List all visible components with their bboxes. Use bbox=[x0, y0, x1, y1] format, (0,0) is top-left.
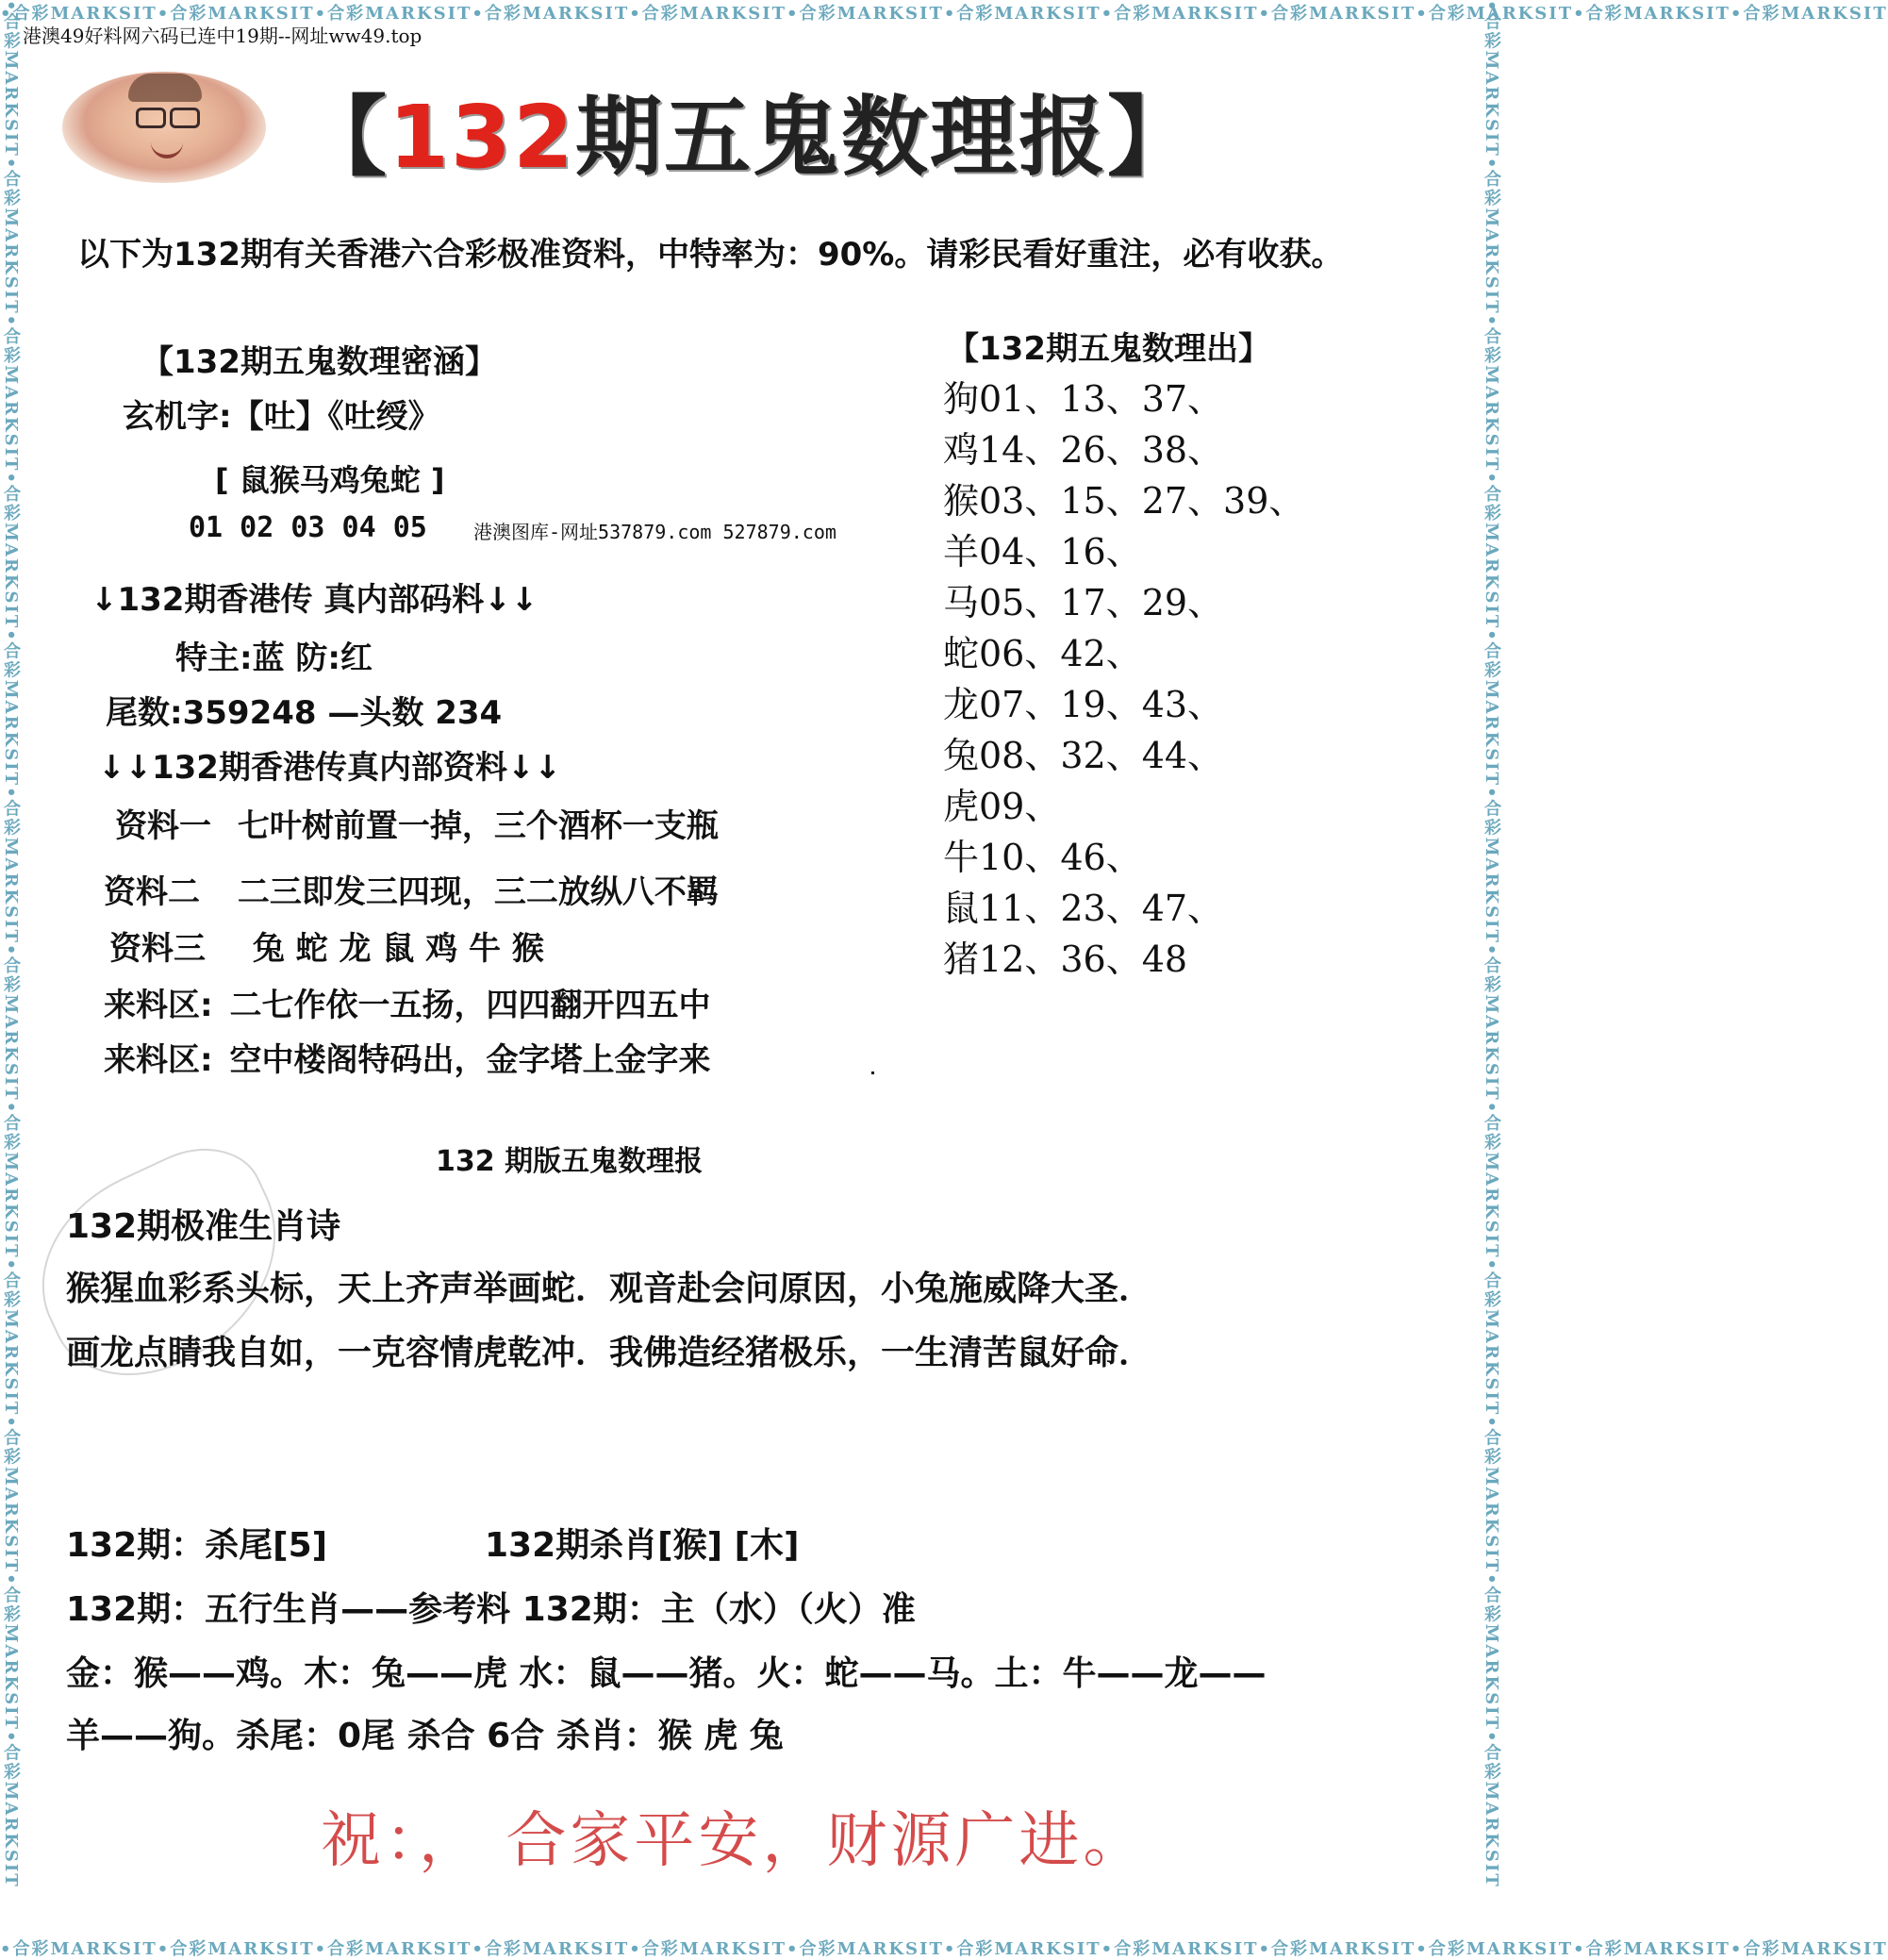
material-label: 资料三 bbox=[109, 930, 206, 968]
kill-zodiac: 132期杀肖[猴] [木] bbox=[485, 1526, 800, 1565]
zodiac-row: 牛10、46、 bbox=[943, 837, 1142, 878]
intro-text: 以下为132期有关香港六合彩极准资料，中特率为：90%。请彩民看好重注，必有收获。 bbox=[77, 236, 1344, 274]
zodiac-row: 狗01、13、37、 bbox=[943, 378, 1224, 420]
tails-heads: 尾数:359248 —头数 234 bbox=[106, 694, 503, 732]
animals-bracket: [ 鼠猴马鸡兔蛇 ] bbox=[215, 462, 445, 498]
watermark-top: •合彩MARKSIT•合彩MARKSIT•合彩MARKSIT•合彩MARKSIT•合彩MARKSIT•合彩MARKSIT•合彩MARKSIT•合彩MARKSIT•合彩MARKSIT•合彩MARKSIT•合彩MARKSIT•合彩MARKSIT bbox=[0, 4, 1888, 24]
zodiac-row: 猪12、36、48 bbox=[943, 938, 1188, 980]
smile-shape bbox=[151, 141, 183, 158]
kill-tail: 132期：杀尾[5] bbox=[66, 1526, 328, 1565]
zodiac-row: 猴03、15、27、39、 bbox=[943, 480, 1305, 522]
hk-internal-code-title: ↓132期香港传 真内部码料↓↓ bbox=[91, 581, 538, 619]
secret-title: 【132期五鬼数理密涵】 bbox=[141, 343, 497, 381]
watermark-right: •合彩MARKSIT•合彩MARKSIT•合彩MARKSIT•合彩MARKSIT•合彩MARKSIT•合彩MARKSIT•合彩MARKSIT•合彩MARKSIT•合彩MARKSIT•合彩MARKSIT•合彩MARKSIT•合彩MARKSIT bbox=[1482, 0, 1501, 1888]
elements-mapping-line: 金：猴——鸡。木：兔——虎 水：鼠——猪。火：蛇——马。土：牛——龙—— bbox=[66, 1654, 1267, 1693]
five-elements-line: 132期：五行生肖——参考料 132期：主（水）（火）准 bbox=[66, 1590, 916, 1629]
glasses-right bbox=[170, 108, 200, 128]
material-label: 资料一 bbox=[115, 807, 211, 845]
site-link[interactable]: 港澳49好料网六码已连中19期--网址ww49.top bbox=[23, 25, 422, 47]
hk-internal-info-title: ↓↓132期香港传真内部资料↓↓ bbox=[98, 749, 561, 787]
zodiac-row: 鸡14、26、38、 bbox=[943, 429, 1224, 471]
material-5 bbox=[104, 1034, 710, 1080]
title-open-bracket: 【 bbox=[300, 87, 389, 188]
section-subtitle: 132 期版五鬼数理报 bbox=[436, 1145, 704, 1178]
watermark-left: •合彩MARKSIT•合彩MARKSIT•合彩MARKSIT•合彩MARKSIT•合彩MARKSIT•合彩MARKSIT•合彩MARKSIT•合彩MARKSIT•合彩MARKSIT•合彩MARKSIT•合彩MARKSIT•合彩MARKSIT bbox=[1, 0, 21, 1888]
material-2 bbox=[104, 866, 719, 912]
material-text: 兔 蛇 龙 鼠 鸡 牛 猴 bbox=[252, 930, 544, 968]
zodiac-row: 羊04、16、 bbox=[943, 531, 1142, 573]
zodiac-number-list bbox=[943, 374, 1304, 985]
material-3 bbox=[109, 922, 544, 969]
stray-dot bbox=[871, 1071, 874, 1074]
poem-line-2: 画龙点睛我自如，一克容情虎乾冲．我佛造经猪极乐，一生清苦鼠好命． bbox=[66, 1334, 1153, 1372]
glasses-left bbox=[136, 108, 166, 128]
material-label: 资料二 bbox=[104, 873, 200, 911]
poem-title: 132期极准生肖诗 bbox=[66, 1207, 341, 1246]
zodiac-row: 兔08、32、44、 bbox=[943, 735, 1224, 776]
site-link-2[interactable]: 港澳图库-网址537879.com 527879.com bbox=[473, 521, 836, 543]
zodiac-numbers-title: 【132期五鬼数理出】 bbox=[947, 330, 1270, 368]
zodiac-row: 虎09、 bbox=[943, 786, 1061, 827]
zodiac-row: 马05、17、29、 bbox=[943, 582, 1224, 623]
material-text: 二三即发三四现，三二放纵八不羁 bbox=[237, 873, 719, 911]
number-row: 01 02 03 04 05 bbox=[189, 511, 427, 544]
material-label: 来料区: bbox=[104, 1041, 213, 1079]
elements-kill-line: 羊——狗。杀尾：0尾 杀合 6合 杀肖：猴 虎 兔 bbox=[66, 1717, 784, 1755]
mystery-word: 玄机字:【吐】《吐绶》 bbox=[123, 398, 440, 436]
poem-line-1: 猴猩血彩系头标，天上齐声举画蛇．观音赴会问原因，小兔施威降大圣． bbox=[66, 1270, 1153, 1308]
material-1 bbox=[115, 800, 719, 846]
material-text: 二七作依一五扬，四四翻开四五中 bbox=[229, 987, 711, 1024]
title-text: 期五鬼数理报 bbox=[575, 87, 1108, 188]
zodiac-row: 鼠11、23、47、 bbox=[943, 888, 1224, 929]
title-close-bracket: 】 bbox=[1107, 87, 1197, 188]
hair-shape bbox=[128, 74, 202, 102]
main-title bbox=[300, 68, 1196, 192]
material-4 bbox=[104, 979, 710, 1025]
material-label: 来料区: bbox=[104, 987, 213, 1024]
material-text: 七叶树前置一掉，三个酒杯一支瓶 bbox=[237, 807, 719, 845]
avatar-photo bbox=[62, 72, 266, 183]
zodiac-row: 龙07、19、43、 bbox=[943, 684, 1224, 725]
title-issue-number: 132 bbox=[389, 87, 576, 188]
blessing-text: 祝：， 合家平安，财源广进。 bbox=[321, 1806, 1148, 1876]
watermark-bottom: •合彩MARKSIT•合彩MARKSIT•合彩MARKSIT•合彩MARKSIT•合彩MARKSIT•合彩MARKSIT•合彩MARKSIT•合彩MARKSIT•合彩MARKSIT•合彩MARKSIT•合彩MARKSIT•合彩MARKSIT bbox=[0, 1939, 1888, 1959]
main-guard-colors: 特主:蓝 防:红 bbox=[175, 639, 373, 677]
zodiac-row: 蛇06、42、 bbox=[943, 633, 1142, 674]
material-text: 空中楼阁特码出，金字塔上金字来 bbox=[229, 1041, 711, 1079]
